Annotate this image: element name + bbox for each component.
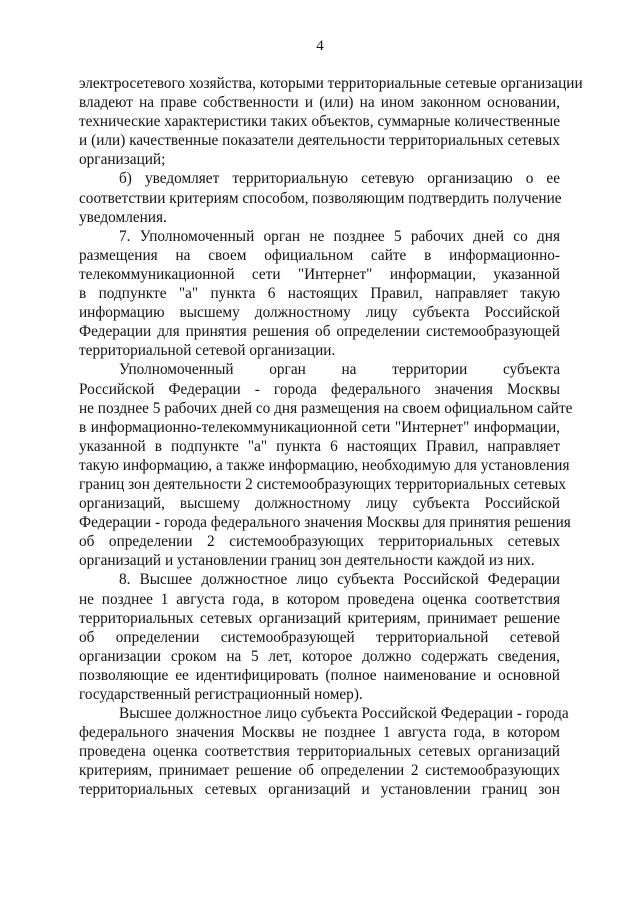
- text-line: 8. Высшее должностное лицо субъекта Российской Федерации: [119, 571, 560, 589]
- text-line: владеют на праве собственности и (или) на ином законном основании,: [79, 94, 560, 112]
- text-line: федерального значения Москвы не позднее 1 августа года, в котором: [79, 724, 560, 742]
- text-line: информацию высшему должностному лицу субъекта Российской: [79, 304, 560, 322]
- text-line: организации сроком на 5 лет, которое должно содержать сведения,: [79, 647, 560, 665]
- text-line: технические характеристики таких объектов, суммарные количественные: [79, 113, 560, 131]
- text-line: об определении системообразующей территориальной сетевой: [79, 628, 560, 646]
- text-line: и (или) качественные показатели деятельности территориальных сетевых: [79, 132, 560, 150]
- text-line: указанной в подпункте "а" пункта 6 настоящих Правил, направляет: [79, 437, 560, 455]
- text-line: 7. Уполномоченный орган не позднее 5 рабочих дней со дня: [119, 227, 560, 245]
- text-line: в информационно-телекоммуникационной сети "Интернет" информации,: [79, 418, 560, 436]
- text-line: организаций;: [79, 151, 166, 169]
- text-line: территориальных сетевых организаций критериям, принимает решение: [79, 609, 560, 627]
- text-line: организаций и установлении границ зон деятельности каждой из них.: [79, 552, 535, 570]
- text-line: территориальных сетевых организаций и установлении границ зон: [79, 781, 560, 799]
- text-line: позволяющие ее идентифицировать (полное наименование и основной: [79, 666, 560, 684]
- document-body: [79, 74, 583, 800]
- page-number: 4: [316, 38, 324, 54]
- text-line: организаций, высшему должностному лицу субъекта Российской: [79, 495, 560, 513]
- text-line: территориальной сетевой организации.: [79, 342, 336, 360]
- text-line: электросетевого хозяйства, которыми территориальные сетевые организации: [79, 75, 583, 92]
- text-line: Уполномоченный орган на территории субъекта: [119, 361, 560, 379]
- text-line: границ зон деятельности 2 системообразующих территориальных сетевых: [79, 475, 567, 493]
- text-line: Российской Федерации - города федерального значения Москвы: [79, 380, 560, 398]
- text-line: не позднее 5 рабочих дней со дня размещения на своем официальном сайте: [79, 399, 573, 417]
- text-line: телекоммуникационной сети "Интернет" информации, указанной: [79, 265, 560, 283]
- text-line: об определении 2 системообразующих территориальных сетевых: [79, 533, 560, 551]
- text-line: государственный регистрационный номер).: [79, 686, 363, 703]
- text-line: соответствии критериям способом, позволяющим подтвердить получение: [79, 189, 562, 207]
- text-line: критериям, принимает решение об определении 2 системообразующих: [79, 762, 560, 780]
- text-line: Высшее должностное лицо субъекта Российской Федерации - города: [119, 705, 569, 723]
- text-line: не позднее 1 августа года, в котором проведена оценка соответствия: [79, 590, 560, 608]
- text-line: такую информацию, а также информацию, необходимую для установления: [79, 456, 570, 474]
- text-line: б) уведомляет территориальную сетевую организацию о ее: [119, 170, 560, 188]
- text-line: Федерации - города федерального значения Москвы для принятия решения: [79, 514, 571, 532]
- text-line: проведена оценка соответствия территориальных сетевых организаций: [79, 743, 560, 761]
- text-line: в подпункте "а" пункта 6 настоящих Правил, направляет такую: [79, 285, 560, 303]
- text-line: размещения на своем официальном сайте в информационно-: [79, 246, 560, 264]
- text-line: Федерации для принятия решения об определении системообразующей: [79, 323, 560, 341]
- text-line: уведомления.: [79, 208, 167, 226]
